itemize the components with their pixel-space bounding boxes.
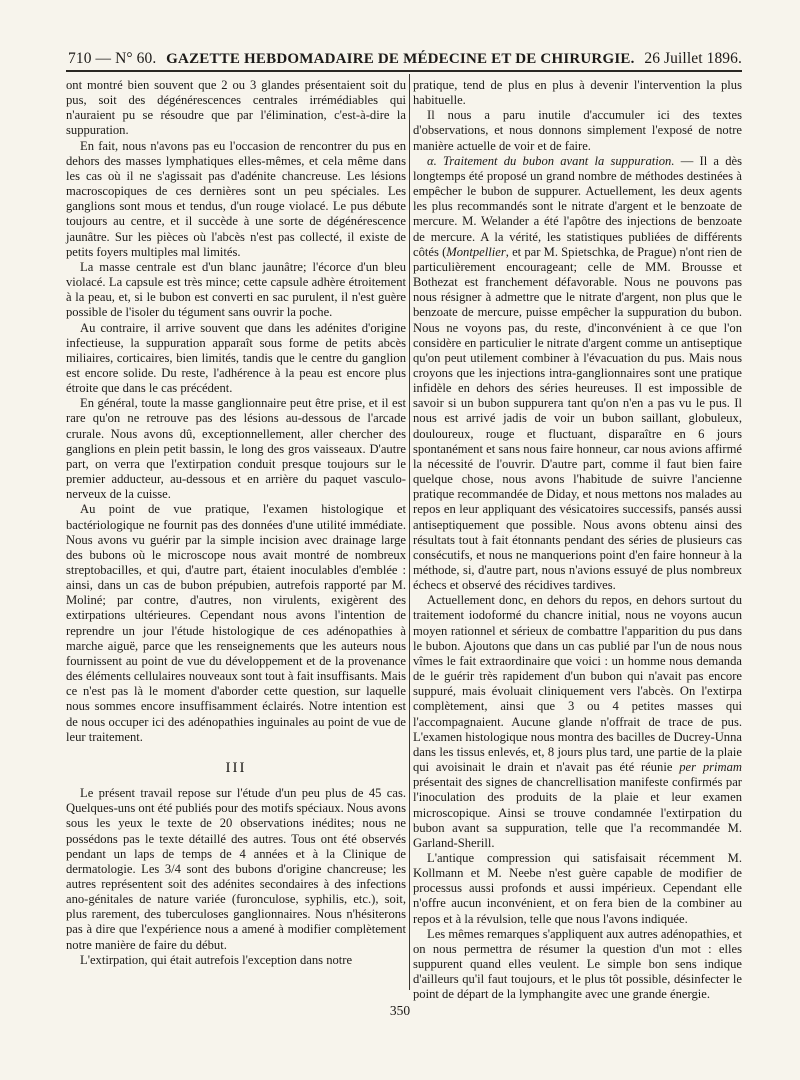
paragraph: L'antique compression qui satisfaisait récemment M. Kollmann et M. Neebe n'est guère capable de modifier de processus aussi profonds et aussi impérieux. Cependant elle n'offre aucun inconvénient, et on fera bien de la combiner au repos et à la révulsion, telle que nous l'avons indiquée. [413, 850, 742, 926]
paragraph [413, 593, 742, 851]
running-header [68, 40, 742, 68]
paragraph: pratique, tend de plus en plus à devenir l'intervention la plus habituelle. [413, 78, 742, 108]
paragraph: Il nous a paru inutile d'accumuler ici des textes d'observations, et nous donnons simplement l'exposé de notre manière actuelle de voir et de faire. [413, 108, 742, 153]
paragraph: ont montré bien souvent que 2 ou 3 glandes présentaient soit du pus, soit des dégénérescences centrales irrémédiables qui n'auraient pu se résoudre que par l'élimination, c'est-à-dire la suppuration. [66, 78, 406, 138]
page-number: 350 [389, 1003, 411, 1018]
section-heading: III [225, 759, 247, 776]
right-column [413, 78, 742, 1003]
subsection-title: α. Traitement du bubon avant la suppuration. [427, 153, 675, 168]
place-name: Montpellier [446, 244, 506, 259]
paragraph: En fait, nous n'avons pas eu l'occasion de rencontrer du pus en dehors des masses lymphatiques elles-mêmes, et cela même dans les cas où il ne s'agissait pas d'adénite chancreuse. Les lésions macroscopiques de ces dernières sont un peu spéciales. Les ganglions sont mous et tendus, d'un rouge violacé. Le pus débute toujours au centre, et il succède à une sorte de dégénérescence jaunâtre. Sur les pièces où l'abcès n'est pas collecté, il existe de petits foyers multiples mal limités. [66, 138, 406, 259]
paragraph-text: — Il a dès longtemps été proposé un grand nombre de méthodes destinées à empêcher le bubon de suppurer. Actuellement, les deux agents les plus recommandés sont le nitrate d'argent et le benzoate de mercure. M. Welander a été l'apôtre des injections de benzoate de mercure. A la vérité, les statistiques publiées de différents côtés ( [413, 153, 742, 259]
header-issue: 710 — N° 60. [68, 50, 157, 67]
paragraph: L'extirpation, qui était autrefois l'exception dans notre [80, 952, 353, 967]
header-rule [66, 70, 742, 72]
paragraph: En général, toute la masse ganglionnaire peut être prise, et il est rare qu'on ne retrouve pas des lésions au-dessous de l'arcade crurale. Nous avons dû, exceptionnellement, aller chercher des ganglions en plein petit bassin, le long des gros vaisseaux. D'autre part, on verra que l'extirpation conduit presque toujours sur le premier adducteur, au-dessous et en arrière du paquet vasculo-nerveux de la cuisse. [66, 396, 406, 502]
latin-phrase: per primam [679, 760, 742, 775]
column-divider [409, 74, 410, 990]
paragraph: Au contraire, il arrive souvent que dans les adénites d'origine infectieuse, la suppuration apparaît sous forme de petits abcès miliaires, corticaires, bien limités, tandis que le centre du ganglion est encore solide. Du reste, l'adhérence à la peau est encore plus étroite que dans le cas précédent. [66, 320, 406, 396]
paragraph-text: Actuellement donc, en dehors du repos, en dehors surtout du traitement iodoformé du chancre initial, nous ne voyons aucun moyen rationnel et sérieux de combattre l'apparition du pus dans le bubon. Ajoutons que dans un cas publié par l'un de nous nous vîmes le fait extraordinaire que voici : un homme nous demanda de le guérir très rapidement d'un bubon qui n'avait pas encore suppuré, mais évoluait cliniquement vers l'abcès. On l'extirpa complètement, ainsi que 3 ou 4 petites masses qui l'accompagnaient. Aucune glande n'offrait de trace de pus. L'examen histologique nous montra des bacilles de Ducrey-Unna dans les tissus enlevés, et, 8 jours plus tard, une partie de la plaie qui avoisinait le drain et n'avait pas été réunie [413, 593, 742, 775]
paragraph: Les mêmes remarques s'appliquent aux autres adénopathies, et on nous permettra de résumer la question d'un mot : elles suppurent quand elles veulent. Le simple bon sens indique d'ailleurs qu'il faut toujours, et le plus tôt possible, désinfecter le point de départ de la lymphangite avec une grande énergie. [413, 926, 742, 1002]
paragraph: Au point de vue pratique, l'examen histologique et bactériologique ne fournit pas des données d'une utilité immédiate. Nous avons vu guérir par la simple incision avec drainage large des bubons où le microscope nous avait montré de nombreux streptobacilles, et qui, d'autre part, étaient inoculables d'emblée : ainsi, dans un cas de bubon prépubien, autrefois rapporté par M. Moliné; par contre, d'autres, non virulents, exigèrent des extirpations ultérieures. Cependant nous avons l'intention de reprendre un jour l'étude histologique de ces adénopathies à marche aiguë, parce que les renseignements que les auteurs nous fournissent au point de vue du développement et de la provenance des éléments cellulaires nouveaux sont tout à fait insuffisants. Mais ce n'est pas là le moment d'aborder cette question, sur laquelle nous sommes encore insuffisamment éclairés. Notre intention est de nous occuper ici des adénopathies inguinales au point de vue de leur traitement. [66, 502, 406, 744]
left-column [66, 78, 406, 968]
header-date: 26 Juillet 1896. [644, 50, 742, 67]
journal-title: GAZETTE HEBDOMADAIRE DE MÉDECINE ET DE CHIRURGIE. [166, 51, 635, 67]
paragraph-text: , et par M. Spietschka, de Prague) n'ont rien de particulièrement encourageant; celle de MM. Brousse et Bothezat est franchement défavorable. Nous ne pouvons pas nous résigner à admettre que le nitrate d'argent, non plus que le benzoate de mercure, puisse empêcher la suppuration du bubon. Nous ne voyons pas, du reste, d'inconvénient à ce que l'on considère en particulier le nitrate d'argent comme un antiseptique qu'on peut utilement combiner à l'évacuation du pus. Mais nous croyons que les injections intra-ganglionnaires sont une pratique infidèle en dehors des séries heureuses. Il est impossible de savoir si un bubon suppurera tant qu'on n'en a pas vu le pus. Il nous est arrivé jadis de voir un bubon saillant, globuleux, douloureux, rouge et fluctuant, disparaître en 6 jours spontanément et sans nous faire honneur, car nous avions affirmé la nécessité de l'ouvrir. D'autre part, comme il faut bien faire quelque chose, nous avons l'habitude de suivre l'ancienne pratique recommandée de Diday, et nous mettons nos malades au repos en leur appliquant des vésicatoires successifs, pansés aussi antiseptiquement que possible. Nous avons obtenu ainsi des résultats tout à fait étonnants pendant des séries de plusieurs cas consécutifs, et nous ne manquerions point d'en faire honneur à la méthode, si, d'autre part, nous n'avions essuyé de plus nombreux échecs et observé des récidives tardives. [413, 244, 743, 593]
paragraph: Le présent travail repose sur l'étude d'un peu plus de 45 cas. Quelques-uns ont été publiés pour des motifs spéciaux. Nous avons sous les yeux le texte de 20 observations inédites; nous ne possédons pas le texte détaillé des autres. Tous ont été observés pendant un laps de temps de 4 années et à la Clinique de dermatologie. Les 3/4 sont des bubons d'origine chancreuse; les autres représentent soit des adénites secondaires à des infections ano-génitales de nature variée (furonculose, syphilis, etc.), soit, plus rarement, des tuberculoses ganglionnaires. Nous n'hésiterons pas à dire que l'expérience nous a amené à modifier complètement notre manière de faire du début. [66, 786, 406, 952]
paragraph-text: présentait des signes de chancrellisation manifeste confirmés par l'inoculation des produits de la plaie et leur examen microscopique. Ainsi se trouve condamnée l'extirpation du bubon avant sa suppuration, telle que l'a recommandée M. Garland-Sherill. [413, 775, 742, 850]
paragraph: La masse centrale est d'un blanc jaunâtre; l'écorce d'un bleu violacé. La capsule est très mince; cette capsule adhère étroitement à la peau, et, si le bubon est converti en sac purulent, il n'est guère possible de l'isoler du tégument sans ouvrir la poche. [66, 259, 406, 320]
paragraph [413, 154, 742, 594]
